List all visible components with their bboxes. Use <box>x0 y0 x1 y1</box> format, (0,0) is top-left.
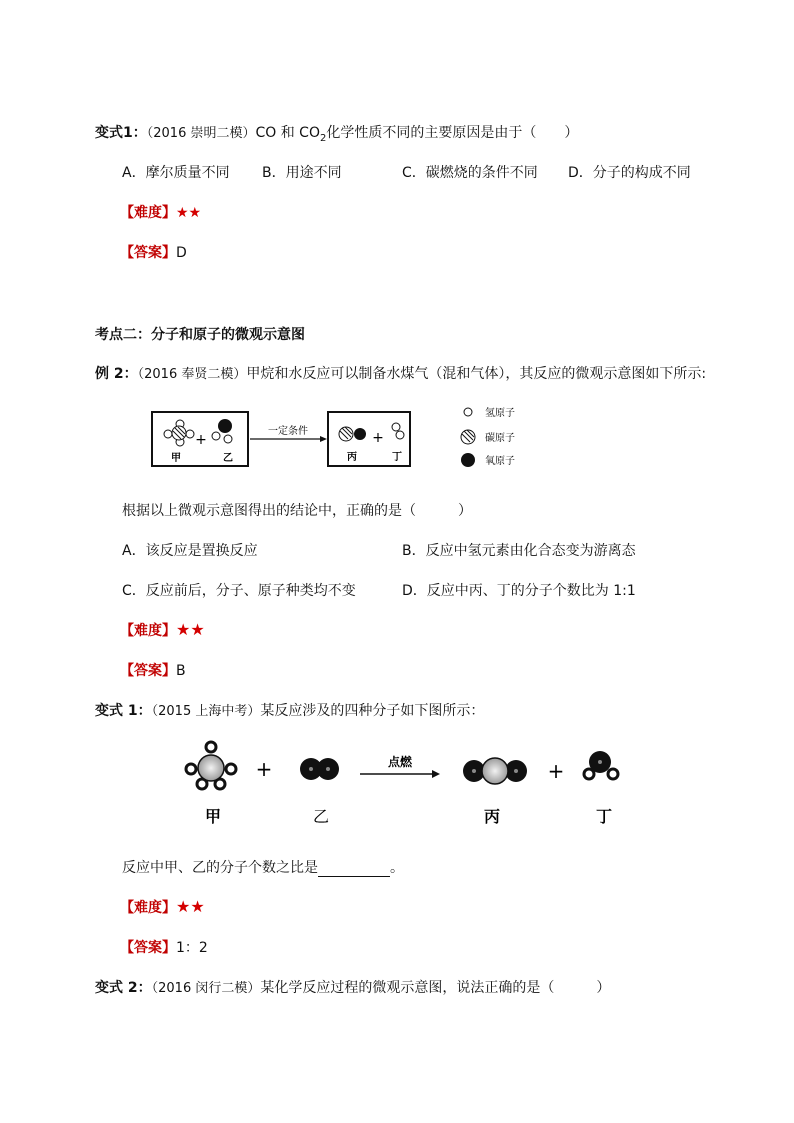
variant1a-text-pre: CO 和 CO <box>255 125 320 141</box>
variant1b-label: 变式 1： <box>95 703 152 719</box>
example2-reaction-diagram <box>150 398 550 472</box>
legend-carbon: 碳原子 <box>485 433 515 444</box>
answer-value: 1：2 <box>176 940 208 956</box>
variant1a-option-c: C．碳燃烧的条件不同 <box>402 165 538 181</box>
variant1b-answer <box>120 937 208 957</box>
label-jia: 甲 <box>171 453 181 464</box>
variant2-text: 某化学反应过程的微观示意图，说法正确的是（ ） <box>260 980 611 996</box>
variant1b-prompt <box>122 857 404 877</box>
example2-option-b: B．反应中氢元素由化合态变为游离态 <box>402 543 636 559</box>
example2-answer <box>120 660 186 680</box>
variant1a-source: （2016 崇明二模） <box>146 126 256 141</box>
label-bing: 丙 <box>347 452 357 463</box>
label-ding: 丁 <box>392 452 402 463</box>
difficulty-stars: ★★ <box>176 205 202 221</box>
label-yi: 乙 <box>223 453 233 464</box>
hydrogen-atom-icon <box>464 408 472 416</box>
answer-blank <box>318 862 390 877</box>
plus-sign-2: + <box>547 759 565 783</box>
plus-sign-1: + <box>195 432 207 448</box>
reaction-condition: 点燃 <box>387 755 413 769</box>
example2-difficulty <box>120 620 205 640</box>
molecule-bing <box>463 758 527 784</box>
atom-legend <box>461 406 515 467</box>
reaction-arrowhead <box>320 436 327 442</box>
variant1a-label: 变式1： <box>95 125 147 141</box>
variant1a-text-post: 化学性质不同的主要原因是由于（ ） <box>326 125 579 141</box>
variant1b-question <box>95 700 484 720</box>
example2-label: 例 2： <box>95 366 138 382</box>
variant2-source: （2016 闵行二模） <box>151 981 261 996</box>
variant1a-option-a: A．摩尔质量不同 <box>122 165 230 181</box>
carbon-atom-icon <box>461 430 475 444</box>
variant1b-difficulty <box>120 897 205 917</box>
variant1b-text: 某反应涉及的四种分子如下图所示： <box>260 703 485 719</box>
difficulty-stars: ★★ <box>176 897 205 916</box>
plus-sign-1: + <box>255 757 273 781</box>
variant1a-subscript: 2 <box>319 132 327 144</box>
difficulty-label: 【难度】 <box>120 623 176 639</box>
difficulty-label: 【难度】 <box>120 900 176 916</box>
section2-heading: 考点二：分子和原子的微观示意图 <box>95 327 305 343</box>
difficulty-label: 【难度】 <box>120 205 176 221</box>
example2-source: （2016 奉贤二模） <box>137 367 247 382</box>
oxygen-atom-icon <box>461 453 475 467</box>
example2-text: 甲烷和水反应可以制备水煤气（混和气体），其反应的微观示意图如下所示: <box>246 366 707 382</box>
variant1a-difficulty <box>120 202 201 222</box>
label-jia: 甲 <box>204 807 222 826</box>
difficulty-stars: ★★ <box>176 620 205 639</box>
example2-option-c: C．反应前后，分子、原子种类均不变 <box>122 583 356 599</box>
answer-label: 【答案】 <box>120 940 176 956</box>
variant1a-question <box>95 122 578 144</box>
variant1b-source: （2015 上海中考） <box>151 704 261 719</box>
variant1b-reaction-diagram <box>180 738 630 832</box>
example2-option-a: A．该反应是置换反应 <box>122 543 258 559</box>
reaction-arrowhead <box>432 770 440 778</box>
variant1b-question-pre: 反应中甲、乙的分子个数之比是 <box>122 860 318 876</box>
answer-value: B <box>176 663 186 679</box>
label-bing: 丙 <box>483 807 501 826</box>
example2-option-d: D．反应中丙、丁的分子个数比为 1:1 <box>402 583 636 599</box>
example2-prompt: 根据以上微观示意图得出的结论中，正确的是（ ） <box>122 503 472 519</box>
answer-label: 【答案】 <box>120 663 176 679</box>
molecule-ding <box>584 751 618 779</box>
answer-label: 【答案】 <box>120 245 176 261</box>
variant1a-option-d: D．分子的构成不同 <box>568 165 691 181</box>
label-yi: 乙 <box>312 807 330 826</box>
legend-hydrogen: 氢原子 <box>485 408 515 419</box>
variant2-question <box>95 977 610 997</box>
label-ding: 丁 <box>595 807 613 826</box>
answer-value: D <box>176 245 187 261</box>
variant1a-answer <box>120 242 187 262</box>
legend-oxygen: 氧原子 <box>485 456 515 467</box>
variant2-label: 变式 2： <box>95 980 152 996</box>
variant1b-question-post: 。 <box>390 860 404 876</box>
variant1a-option-b: B．用途不同 <box>262 165 342 181</box>
molecule-yi <box>300 758 339 780</box>
plus-sign-2: + <box>372 430 384 446</box>
example2-question <box>95 363 706 383</box>
molecule-jia <box>186 742 236 789</box>
reaction-condition: 一定条件 <box>268 426 308 437</box>
